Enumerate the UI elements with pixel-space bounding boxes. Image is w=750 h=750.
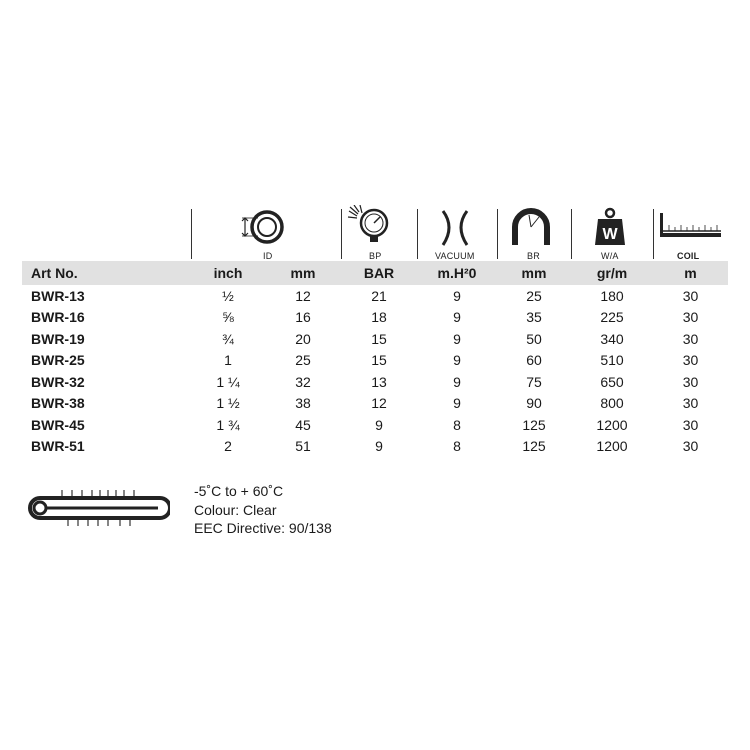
cell-vacuum: 8 [453,438,461,455]
cell-mm: 32 [295,373,311,390]
cell-bar: 12 [371,395,387,412]
cell-weight: 225 [600,309,624,326]
thermometer-icon [24,488,170,528]
table-row [22,393,728,415]
cell-mm: 45 [295,416,311,433]
id-caption: ID [263,251,273,261]
coil-icon [659,211,723,241]
table-row [22,307,728,329]
cell-mm: 38 [295,395,311,412]
vacuum-icon [435,209,475,249]
br-column-icon [497,205,571,261]
br-caption: BR [527,251,540,261]
wa-caption: W/A [601,251,619,261]
weight-glyph: W [602,226,618,243]
cell-bar: 15 [371,330,387,347]
cell-br: 125 [522,438,546,455]
cell-br: 35 [526,309,542,326]
burst-pressure-icon [346,205,396,247]
cell-inch: 2 [224,438,232,455]
cell-weight: 1200 [596,438,628,455]
cell-bar: 21 [371,287,387,304]
table-row [22,414,728,436]
icon-header-row [22,205,728,261]
cell-weight: 650 [600,373,624,390]
header-inch: inch [191,261,265,285]
column-divider [341,209,342,259]
cell-bar: 9 [375,438,383,455]
column-divider [497,209,498,259]
cell-mm: 51 [295,438,311,455]
cell-art-no: BWR-25 [31,352,85,369]
cell-inch: 1 ¾ [216,416,240,433]
cell-br: 90 [526,395,542,412]
table-row [22,350,728,372]
cell-weight: 800 [600,395,624,412]
cell-coil: 30 [682,416,699,433]
cell-br: 50 [526,330,542,347]
table-row [22,371,728,393]
cell-mm: 12 [295,287,311,304]
header-grm: gr/m [571,261,653,285]
header-coil-m: m [653,261,728,285]
cell-br: 25 [526,287,542,304]
cell-br: 75 [526,373,542,390]
bend-radius-icon [509,207,553,247]
cell-bar: 13 [371,373,387,390]
cell-mm: 25 [295,352,311,369]
cell-bar: 18 [371,309,387,326]
cell-coil: 30 [682,438,699,455]
table-row [22,436,728,458]
coil-caption: COIL [677,251,700,261]
cell-bar: 9 [375,416,383,433]
colour-note: Colour: Clear [194,501,277,518]
cell-vacuum: 9 [453,309,461,326]
cell-art-no: BWR-51 [31,438,85,455]
column-divider [417,209,418,259]
cell-inch: ½ [222,287,234,304]
temperature-range: -5˚C to + 60˚C [194,483,284,499]
cell-art-no: BWR-32 [31,373,85,390]
cell-vacuum: 9 [453,330,461,347]
header-art-no: Art No. [22,261,191,285]
cell-weight: 510 [600,352,624,369]
cell-art-no: BWR-19 [31,330,85,347]
cell-bar: 15 [371,352,387,369]
cell-coil: 30 [682,373,699,390]
cell-inch: ⅝ [222,309,234,326]
column-divider [571,209,572,259]
header-mm: mm [265,261,341,285]
id-column-icon [191,205,341,261]
cell-art-no: BWR-13 [31,287,85,304]
cell-art-no: BWR-45 [31,416,85,433]
bp-column-icon [341,205,417,261]
cell-vacuum: 9 [453,352,461,369]
header-bar: BAR [341,261,417,285]
id-icon [239,209,299,247]
header-mh2o: m.H²0 [417,261,497,285]
cell-br: 60 [526,352,542,369]
weight-icon [593,207,627,247]
directive-note: EEC Directive: 90/138 [194,520,332,536]
cell-coil: 30 [682,330,699,347]
vacuum-caption: VACUUM [435,251,475,261]
table-header-row [22,261,728,285]
coil-column-icon [653,205,728,261]
cell-vacuum: 9 [453,373,461,390]
header-br-mm: mm [497,261,571,285]
cell-coil: 30 [682,352,699,369]
cell-inch: 1 [224,352,232,369]
cell-coil: 30 [682,309,699,326]
column-divider [653,209,654,259]
spec-table [22,261,728,457]
cell-weight: 1200 [596,416,628,433]
cell-inch: ¾ [222,330,234,347]
cell-vacuum: 9 [453,395,461,412]
bp-caption: BP [369,251,382,261]
cell-mm: 16 [295,309,311,326]
wa-column-icon [571,205,653,261]
cell-inch: 1 ¼ [216,373,240,390]
cell-inch: 1 ½ [216,395,240,412]
spec-notes [194,482,332,538]
cell-coil: 30 [682,287,699,304]
vacuum-column-icon [417,205,497,261]
cell-art-no: BWR-38 [31,395,85,412]
cell-mm: 20 [295,330,311,347]
table-row [22,285,728,307]
cell-vacuum: 9 [453,287,461,304]
cell-br: 125 [522,416,546,433]
cell-weight: 340 [600,330,624,347]
cell-weight: 180 [600,287,624,304]
cell-coil: 30 [682,395,699,412]
column-divider [191,209,192,259]
cell-art-no: BWR-16 [31,309,85,326]
table-row [22,328,728,350]
cell-vacuum: 8 [453,416,461,433]
